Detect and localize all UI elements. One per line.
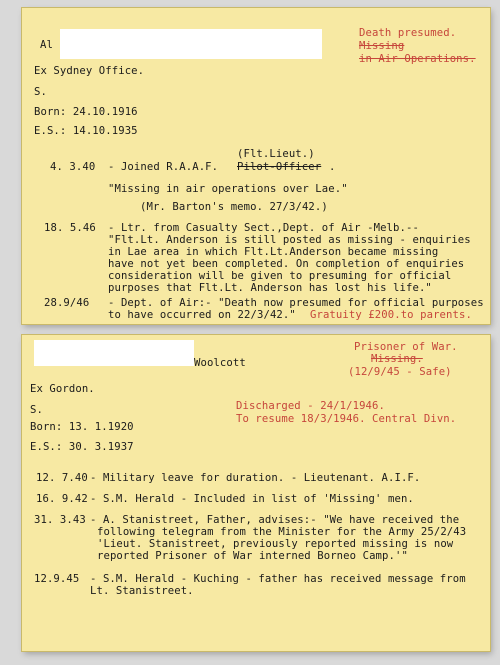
letter-line-4: consideration will be given to presuming for official	[108, 270, 452, 282]
marital-status: S.	[30, 404, 43, 416]
surname: Woolcott	[194, 357, 246, 369]
entry-text-1: - Military leave for duration. - Lieutenant. A.I.F.	[90, 472, 421, 484]
last-line: to have occurred on 22/3/42."	[108, 309, 296, 321]
rank-struck: Pilot-Officer	[237, 161, 322, 173]
redacted-name-block	[60, 29, 322, 59]
marital-status: S.	[34, 86, 47, 98]
telegram-line-2: 'Lieut. Stanistreet, previously reported missing is now	[97, 538, 454, 550]
resume-note: To resume 18/3/1946. Central Divn.	[236, 413, 457, 425]
entry-date-2: 16. 9.42	[36, 493, 88, 505]
memo-reference: (Mr. Barton's memo. 27/3/42.)	[140, 201, 328, 213]
kuching-continuation: Lt. Stanistreet.	[90, 585, 194, 597]
redacted-name-block	[34, 340, 194, 366]
status-missing-struck: Missing.	[371, 353, 423, 365]
entry-date-1: 12. 7.40	[36, 472, 88, 484]
record-card-1	[22, 8, 490, 324]
es-date: E.S.: 14.10.1935	[34, 125, 138, 137]
gratuity-note: Gratuity £200.to parents.	[310, 309, 472, 321]
entry-text-1: - Joined R.A.A.F.	[108, 161, 219, 173]
rank-period: .	[329, 161, 336, 173]
telegram-line-1: following telegram from the Minister for the Army 25/2/43	[97, 526, 467, 538]
office-line: Ex Gordon.	[30, 383, 95, 395]
status-air-operations-struck: in Air Operations.	[359, 53, 476, 65]
status-missing-struck: Missing	[359, 40, 405, 52]
born-date: Born: 24.10.1916	[34, 106, 138, 118]
name-initial: Al	[40, 39, 53, 51]
born-date: Born: 13. 1.1920	[30, 421, 134, 433]
entry-date-4: 12.9.45	[34, 573, 80, 585]
missing-quote: "Missing in air operations over Lae."	[108, 183, 348, 195]
telegram-line-3: reported Prisoner of War interned Borneo Camp.'"	[97, 550, 408, 562]
letter-line-2: in Lae area in which Flt.Lt.Anderson became missing	[108, 246, 439, 258]
letter-line-5: purposes that Flt.Lt. Anderson has lost his life."	[108, 282, 432, 294]
letter-line-1: "Flt.Lt. Anderson is still posted as missing - enquiries	[108, 234, 471, 246]
entry-text-4: - S.M. Herald - Kuching - father has received message from	[90, 573, 466, 585]
record-card-2	[22, 335, 490, 651]
entry-text-2: - S.M. Herald - Included in list of 'Missing' men.	[90, 493, 414, 505]
es-date: E.S.: 30. 3.1937	[30, 441, 134, 453]
entry-text-3: - Dept. of Air:- "Death now presumed for official purposes	[108, 297, 484, 309]
letter-line-3: have not yet been completed. On completion of enquiries	[108, 258, 465, 270]
rank-correction: (Flt.Lieut.)	[237, 148, 315, 160]
status-prisoner-of-war: Prisoner of War.	[354, 341, 458, 353]
office-line: Ex Sydney Office.	[34, 65, 145, 77]
status-safe-date: (12/9/45 - Safe)	[348, 366, 452, 378]
status-death-presumed: Death presumed.	[359, 27, 457, 39]
entry-text-2: - Ltr. from Casualty Sect.,Dept. of Air -Melb.--	[108, 222, 419, 234]
entry-text-3: - A. Stanistreet, Father, advises:- "We have received the	[90, 514, 460, 526]
entry-date-2: 18. 5.46	[44, 222, 96, 234]
entry-date-3: 28.9/46	[44, 297, 90, 309]
discharged-note: Discharged - 24/1/1946.	[236, 400, 385, 412]
entry-date-1: 4. 3.40	[50, 161, 96, 173]
entry-date-3: 31. 3.43	[34, 514, 86, 526]
